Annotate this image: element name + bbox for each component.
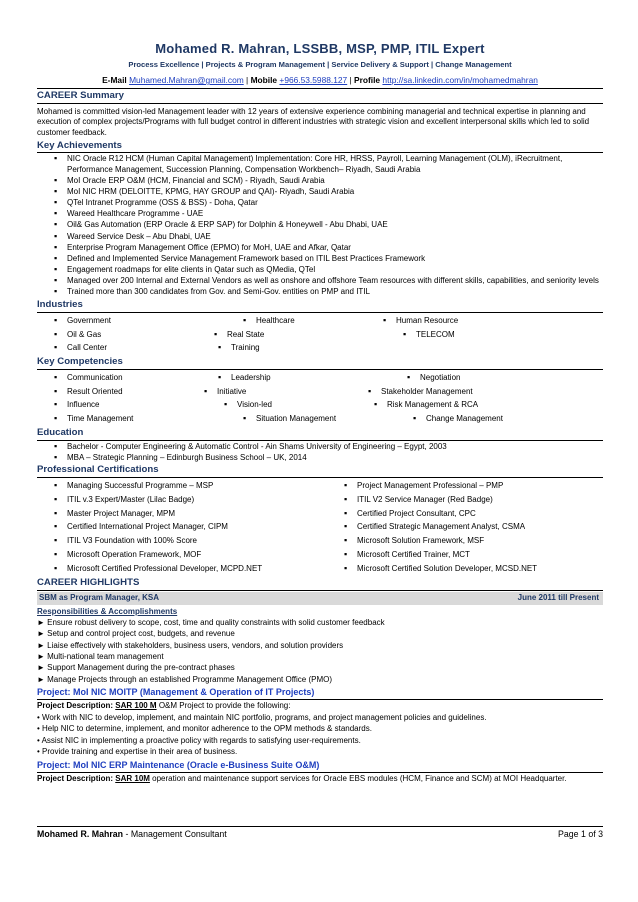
footer-name: Mohamed R. Mahran — [37, 829, 124, 839]
list-item: ▪ Bachelor - Computer Engineering & Automatic Control - Ain Shams University of Engineering – Egypt, 2003 — [37, 442, 603, 453]
list-item: ▪ Master Project Manager, MPM — [37, 509, 327, 520]
desc-code: SAR 10M — [115, 773, 150, 783]
achievements-list — [37, 154, 603, 298]
project-description — [37, 701, 603, 712]
list-item: ▪ Time Management — [37, 414, 226, 425]
desc-code: SAR 100 M — [115, 701, 157, 711]
competencies-heading: Key Competencies — [37, 356, 603, 370]
list-item: ▪ NIC Oracle R12 HCM (Human Capital Management) Implementation: Core HR, HRSS, Payroll, Learning Management (OLM), iRecruitment, Performance Management, Succession Planning, Compensation Workbench– Riyadh, Saudi Arabia — [37, 154, 603, 175]
list-item: ▪ Initiative — [187, 387, 351, 398]
list-item: ▪ Change Management — [396, 414, 546, 425]
project-point: • Work with NIC to develop, implement, and maintain NIC portfolio, programs, and project management policies and guidelines. — [37, 712, 487, 722]
achievements-heading: Key Achievements — [37, 140, 603, 154]
role-period: June 2011 till Present — [517, 593, 599, 603]
email-link[interactable]: Muhamed.Mahran@gmail.com — [129, 75, 244, 86]
list-item: ▪ Microsoft Certified Professional Developer, MCPD.NET — [37, 564, 327, 575]
list-item: ▪ Stakeholder Management — [351, 387, 540, 398]
candidate-name: Mohamed R. Mahran, LSSBB, MSP, PMP, ITIL Expert — [155, 41, 485, 56]
project-title: Project: MoI NIC MOITP (Management & Operation of IT Projects) — [37, 687, 603, 700]
list-item: ▪ Oil& Gas Automation (ERP Oracle & ERP SAP) for Dolphin & Honeywell - Abu Dhabi, UAE — [37, 220, 603, 231]
page-footer — [37, 826, 603, 841]
list-item: ▪ Oil & Gas — [37, 330, 197, 341]
list-item: ▪ Government — [37, 316, 226, 327]
role-title: SBM as Program Manager, KSA — [39, 593, 160, 603]
footer-left — [37, 829, 227, 841]
list-item: ▪ Project Management Professional – PMP — [327, 481, 603, 492]
project-point: • Assist NIC in implementing a proactive policy with regards to satisfying user-requirements. — [37, 735, 361, 745]
list-item: ▪ Certified International Project Manager, CIPM — [37, 522, 327, 533]
profile-label: Profile — [354, 75, 381, 86]
email-label: E-Mail — [102, 75, 127, 86]
industries-grid — [37, 315, 603, 356]
project-description — [37, 774, 603, 785]
resp-item: ► Ensure robust delivery to scope, cost, time and quality constraints with solid customer feedback — [37, 618, 385, 627]
desc-label: Project Description: — [37, 701, 116, 711]
education-heading: Education — [37, 427, 603, 441]
summary-heading: CAREER Summary — [37, 90, 603, 104]
list-item: ▪ Enterprise Program Management Office (EPMO) for MoH, UAE and Afkar, Qatar — [37, 243, 603, 254]
tagline: Process Excellence | Projects & Program Management | Service Delivery & Support | Change Management — [128, 60, 512, 70]
list-item: ▪ Call Center — [37, 343, 201, 354]
project-title: Project: MoI NIC ERP Maintenance (Oracle e-Business Suite O&M) — [37, 760, 603, 773]
list-item: ▪ Training — [201, 343, 361, 354]
list-item: ▪ Trained more than 300 candidates from Gov. and Semi-Gov. entities on PMP and ITIL — [37, 287, 603, 298]
list-item: ▪ Defined and Implemented Service Management Framework based on ITIL Best Practices Framework — [37, 254, 603, 265]
list-item: ▪ Vision-led — [207, 400, 357, 411]
certifications-heading: Professional Certifications — [37, 464, 603, 478]
profile-link[interactable]: http://sa.linkedin.com/in/mohamedmahran — [382, 75, 538, 86]
list-item: ▪ Real State — [197, 330, 386, 341]
list-item: ▪ Certified Strategic Management Analyst, CSMA — [327, 522, 603, 533]
list-item: ▪ Risk Management & RCA — [357, 400, 521, 411]
certifications-grid — [37, 479, 603, 576]
list-item: ▪ Influence — [37, 400, 207, 411]
list-item: ▪ MBA – Strategic Planning – Edinburgh Business School – UK, 2014 — [37, 453, 603, 464]
list-item: ▪ Microsoft Certified Solution Developer, MCSD.NET — [327, 564, 603, 575]
resp-item: ► Multi-national team management — [37, 652, 164, 662]
list-item: ▪ Healthcare — [226, 316, 366, 327]
list-item: ▪ MoI NIC HRM (DELOITTE, KPMG, HAY GROUP and QAI)- Riyadh, Saudi Arabia — [37, 187, 603, 198]
responsibilities-heading: Responsibilities & Accomplishments — [37, 606, 178, 616]
list-item: ▪ Leadership — [201, 373, 390, 384]
list-item: ▪ Microsoft Solution Framework, MSF — [327, 536, 603, 547]
list-item: ▪ TELECOM — [386, 330, 526, 341]
resp-item: ► Manage Projects through an established Programme Management Office (PMO) — [37, 674, 333, 684]
sep: | — [347, 75, 355, 86]
list-item: ▪ Situation Management — [226, 414, 396, 425]
list-item: ▪ Communication — [37, 373, 201, 384]
list-item: ▪ Wareed Healthcare Programme - UAE — [37, 209, 603, 220]
project-point: • Help NIC to determine, implement, and monitor adherence to the OPM methods & standards. — [37, 724, 372, 734]
desc-text: O&M Project to provide the following: — [156, 701, 291, 711]
resp-item: ► Support Management during the pre-contract phases — [37, 663, 235, 673]
summary-text: Mohamed is committed vision-led Management leader with 12 years of extensive experience combining managerial and technical expertise in planning and execution of complex projects/Programs with full budget control in different industries with strategic vision and excellent interpersonal skills which led to solid customer feedback. — [37, 106, 590, 138]
list-item: ▪ Wareed Service Desk – Abu Dhabi, UAE — [37, 232, 603, 243]
page-number: Page 1 of 3 — [558, 829, 603, 839]
list-item: ▪ Result Oriented — [37, 387, 187, 398]
list-item: ▪ ITIL V3 Foundation with 100% Score — [37, 536, 327, 547]
desc-label: Project Description: — [37, 773, 116, 783]
list-item: ▪ Certified Project Consultant, CPC — [327, 509, 603, 520]
resp-item: ► Liaise effectively with stakeholders, business users, vendors, and solution providers — [37, 640, 344, 650]
mobile-label: Mobile — [250, 75, 278, 86]
mobile-link[interactable]: +966.53.5988.127 — [279, 75, 348, 86]
project-point: • Provide training and expertise in their area of business. — [37, 747, 238, 757]
sep: | — [243, 75, 251, 86]
highlights-heading: CAREER HIGHLIGHTS — [37, 577, 603, 591]
contact-line — [37, 75, 603, 86]
list-item: ▪ Negotiation — [390, 373, 560, 384]
role-bar — [37, 592, 603, 605]
list-item: ▪ Engagement roadmaps for elite clients in Qatar such as QMedia, QTel — [37, 265, 603, 276]
industries-heading: Industries — [37, 299, 603, 313]
list-item: ▪ MoI Oracle ERP O&M (HCM, Financial and SCM) - Riyadh, Saudi Arabia — [37, 176, 603, 187]
education-list — [37, 442, 603, 464]
list-item: ▪ Microsoft Operation Framework, MOF — [37, 550, 327, 561]
list-item: ▪ Managing Successful Programme – MSP — [37, 481, 327, 492]
list-item: ▪ ITIL V2 Service Manager (Red Badge) — [327, 495, 603, 506]
footer-role: - Management Consultant — [123, 829, 227, 839]
divider — [37, 88, 603, 89]
resp-item: ► Setup and control project cost, budgets, and revenue — [37, 629, 235, 639]
resume-page — [37, 40, 603, 784]
list-item: ▪ Microsoft Certified Trainer, MCT — [327, 550, 603, 561]
list-item: ▪ Managed over 200 Internal and External Vendors as well as onshore and offshore Team resources with different skills, capabilities, and seniority levels — [37, 276, 603, 287]
desc-text: operation and maintenance support services for Oracle EBS modules (HCM, Finance and SCM) at MOI Headquarter. — [149, 773, 567, 783]
list-item: ▪ ITIL v.3 Expert/Master (Lilac Badge) — [37, 495, 327, 506]
competencies-grid — [37, 372, 603, 426]
list-item: ▪ QTel Intranet Programme (OSS & BSS) - Doha, Qatar — [37, 198, 603, 209]
list-item: ▪ Human Resource — [366, 316, 530, 327]
